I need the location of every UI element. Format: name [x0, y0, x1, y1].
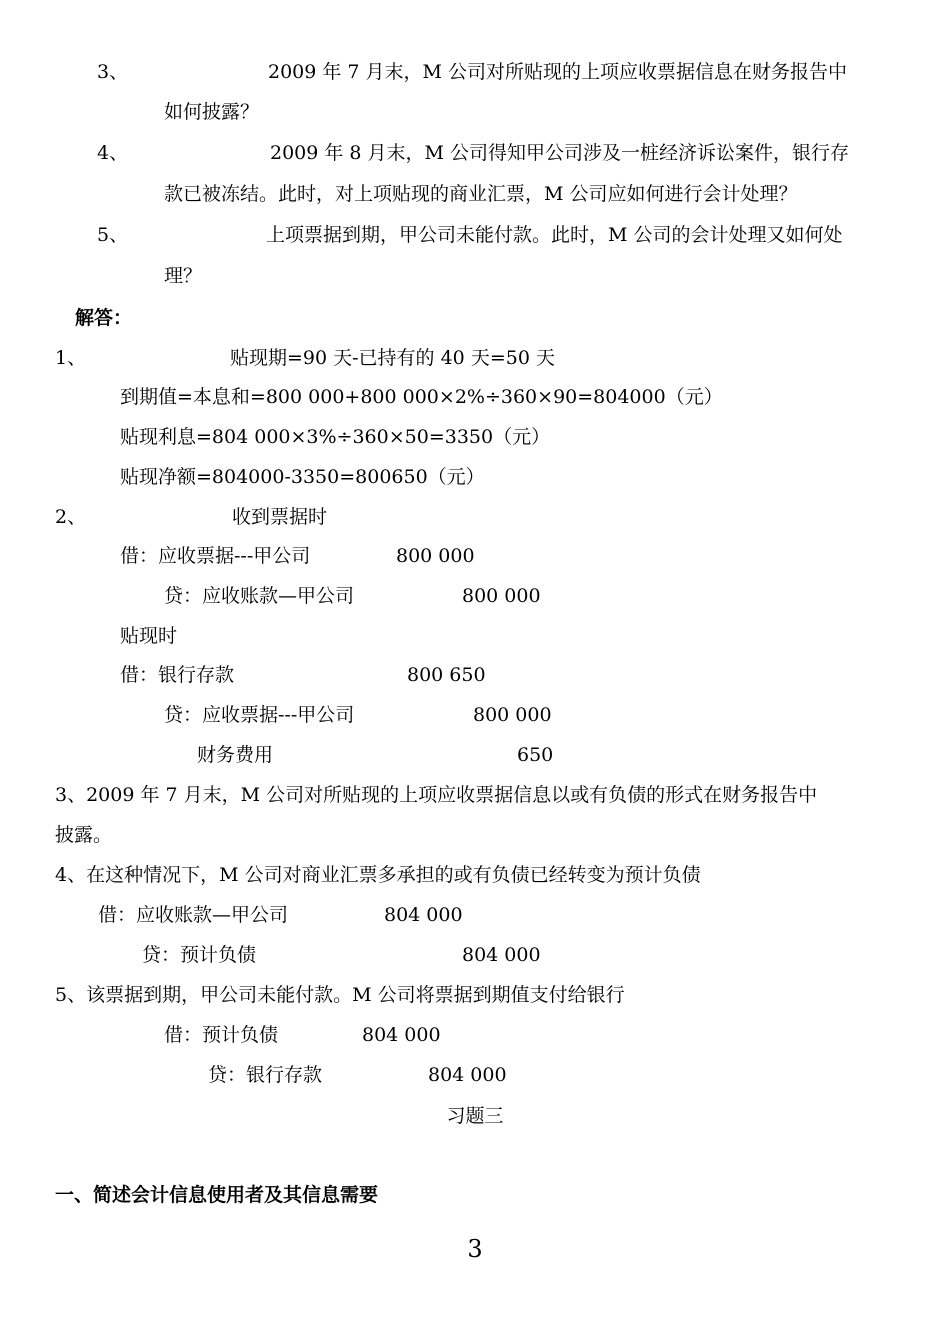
question-3-text: 2009 年 7 月末，M 公司对所贴现的上项应收票据信息在财务报告中	[268, 61, 848, 83]
entry-1-credit-amount: 800 000	[462, 585, 541, 607]
entry-1-debit-label: 借：应收票据---甲公司	[120, 545, 311, 567]
entry-2-credit2-label: 财务费用	[197, 744, 274, 766]
entry-2-debit-amount: 800 650	[407, 664, 486, 686]
answer-5-credit-label: 贷：银行存款	[208, 1064, 323, 1086]
page-number: 3	[467, 1235, 483, 1263]
entry-2-debit-label: 借：银行存款	[120, 664, 235, 686]
answer-4-credit-amount: 804 000	[462, 944, 541, 966]
net-discount-line: 贴现净额=804000-3350=800650（元）	[120, 466, 485, 488]
discount-interest-line: 贴现利息=804 000×3%÷360×50=3350（元）	[120, 426, 551, 448]
answer-1-title: 贴现期=90 天-已持有的 40 天=50 天	[230, 347, 555, 369]
answer-5-credit-amount: 804 000	[428, 1064, 507, 1086]
maturity-value-line: 到期值=本息和=800 000+800 000×2%÷360×90=804000（元）	[120, 386, 723, 408]
question-4-text-cont: 款已被冻结。此时，对上项贴现的商业汇票，M 公司应如何进行会计处理？	[164, 183, 798, 205]
answer-4-debit-label: 借：应收账款—甲公司	[98, 904, 289, 926]
answer-5-debit-amount: 804 000	[362, 1024, 441, 1046]
question-4-text: 2009 年 8 月末，M 公司得知甲公司涉及一桩经济诉讼案件，银行存	[270, 142, 850, 164]
answer-heading: 解答：	[75, 307, 133, 329]
answer-2-title: 收到票据时	[232, 506, 328, 528]
entry-2-credit2-amount: 650	[517, 744, 554, 766]
answer-3-text-cont: 披露。	[55, 824, 113, 846]
exercise-title: 习题三	[446, 1105, 504, 1127]
answer-1-number: 1、	[55, 347, 87, 369]
entry-2-credit-label: 贷：应收票据---甲公司	[164, 704, 355, 726]
answer-4-debit-amount: 804 000	[384, 904, 463, 926]
discount-subheading: 贴现时	[120, 625, 178, 647]
answer-5-debit-label: 借：预计负债	[164, 1024, 279, 1046]
section-heading: 一、简述会计信息使用者及其信息需要	[55, 1184, 379, 1206]
question-4-number: 4、	[97, 142, 129, 164]
entry-1-credit-label: 贷：应收账款—甲公司	[164, 585, 355, 607]
answer-5-text: 5、该票据到期，甲公司未能付款。M 公司将票据到期值支付给银行	[55, 984, 625, 1006]
question-3-text-cont: 如何披露？	[164, 101, 260, 123]
entry-2-credit-amount: 800 000	[473, 704, 552, 726]
answer-4-text: 4、在这种情况下，M 公司对商业汇票多承担的或有负债已经转变为预计负债	[55, 864, 701, 886]
answer-4-credit-label: 贷：预计负债	[142, 944, 257, 966]
question-5-number: 5、	[97, 224, 129, 246]
answer-2-number: 2、	[55, 506, 87, 528]
question-3-number: 3、	[97, 61, 129, 83]
question-5-text: 上项票据到期，甲公司未能付款。此时，M 公司的会计处理又如何处	[266, 224, 843, 246]
entry-1-debit-amount: 800 000	[396, 545, 475, 567]
question-5-text-cont: 理？	[164, 265, 203, 287]
answer-3-text: 3、2009 年 7 月末，M 公司对所贴现的上项应收票据信息以或有负债的形式在财务报告中	[55, 784, 818, 806]
